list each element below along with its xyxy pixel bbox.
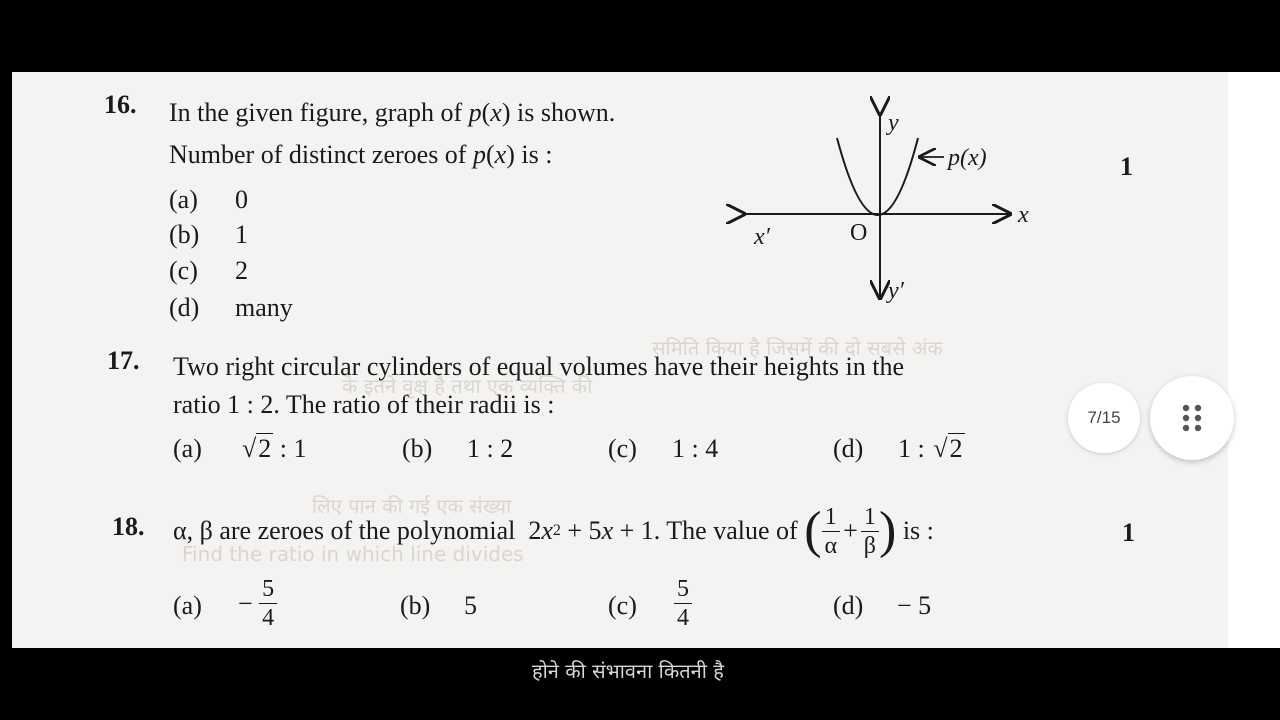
marks-label: 1 — [1122, 518, 1135, 547]
option-value: $\frac{5}{4}$ — [674, 577, 692, 630]
option-value: 1 : √2 — [898, 434, 963, 463]
option-label: (c) — [608, 591, 637, 620]
question-text: ratio 1 : 2. The ratio of their radii is : — [173, 390, 555, 419]
option-value: − $\frac{5}{4}$ — [238, 577, 277, 630]
option-value: 1 : 2 — [467, 434, 514, 463]
option-label: (c) — [608, 434, 637, 463]
option-value: − 5 — [897, 591, 932, 620]
parabola-graph — [732, 102, 1052, 312]
option-value: 2 — [235, 256, 248, 285]
option-label: (a) — [173, 591, 202, 620]
question-number: 16. — [104, 90, 137, 119]
parabola-curve — [837, 138, 918, 215]
option-value: 5 — [464, 591, 477, 620]
option-label: (d) — [833, 434, 864, 463]
option-value: 0 — [235, 185, 248, 214]
option-value: √2 : 1 — [242, 434, 307, 463]
option-value: 1 : 4 — [672, 434, 719, 463]
option-label: (a) — [173, 434, 202, 463]
option-value: many — [235, 293, 293, 322]
option-label: (b) — [400, 591, 431, 620]
question-text: Two right circular cylinders of equal volumes have their heights in the — [173, 352, 905, 381]
bleed-through-text: लिए पान की गई एक संख्या — [312, 494, 512, 518]
graph-label-origin: O — [850, 220, 868, 246]
option-label: (b) — [402, 434, 433, 463]
question-text: Number of distinct zeroes of p(x) is : — [169, 140, 553, 169]
document-page — [12, 72, 1228, 683]
bleed-through-text: के इतने वृक्ष है तथा एक व्यक्ति की — [342, 374, 593, 398]
page-indicator: 7/15 — [1068, 383, 1140, 453]
grid-dots-icon — [1181, 403, 1203, 433]
bleed-through-text: Find the ratio in which line divides — [182, 542, 524, 566]
graph-label-y: y — [888, 110, 899, 136]
option-label: (b) — [169, 220, 200, 249]
option-label: (c) — [169, 256, 198, 285]
option-label: (d) — [169, 293, 200, 322]
question-number: 18. — [112, 512, 145, 541]
page-margin — [1228, 72, 1280, 648]
page-grid-button[interactable] — [1150, 376, 1234, 460]
graph-label-y-neg: y′ — [888, 278, 904, 304]
question-text: In the given figure, graph of p(x) is shown. — [169, 98, 616, 127]
option-label: (d) — [833, 591, 864, 620]
graph-label-curve: p(x) — [948, 145, 987, 171]
graph-label-x: x — [1018, 202, 1029, 228]
bleed-through-text: होने की संभावना कितनी है — [532, 659, 724, 683]
marks-label: 1 — [1120, 152, 1133, 181]
bleed-through-text: समिति किया है जिसमें की दो सबसे अंक — [652, 336, 943, 360]
question-text: α, β are zeroes of the polynomial 2 x 2 + 5 x + 1. The value of ( $\frac{1}{\alpha}$ + $\frac{1}{\beta}$ ) is : — [173, 502, 934, 559]
graph-label-x-neg: x′ — [754, 224, 770, 250]
option-label: (a) — [169, 185, 198, 214]
option-value: 1 — [235, 220, 248, 249]
question-number: 17. — [107, 346, 140, 375]
